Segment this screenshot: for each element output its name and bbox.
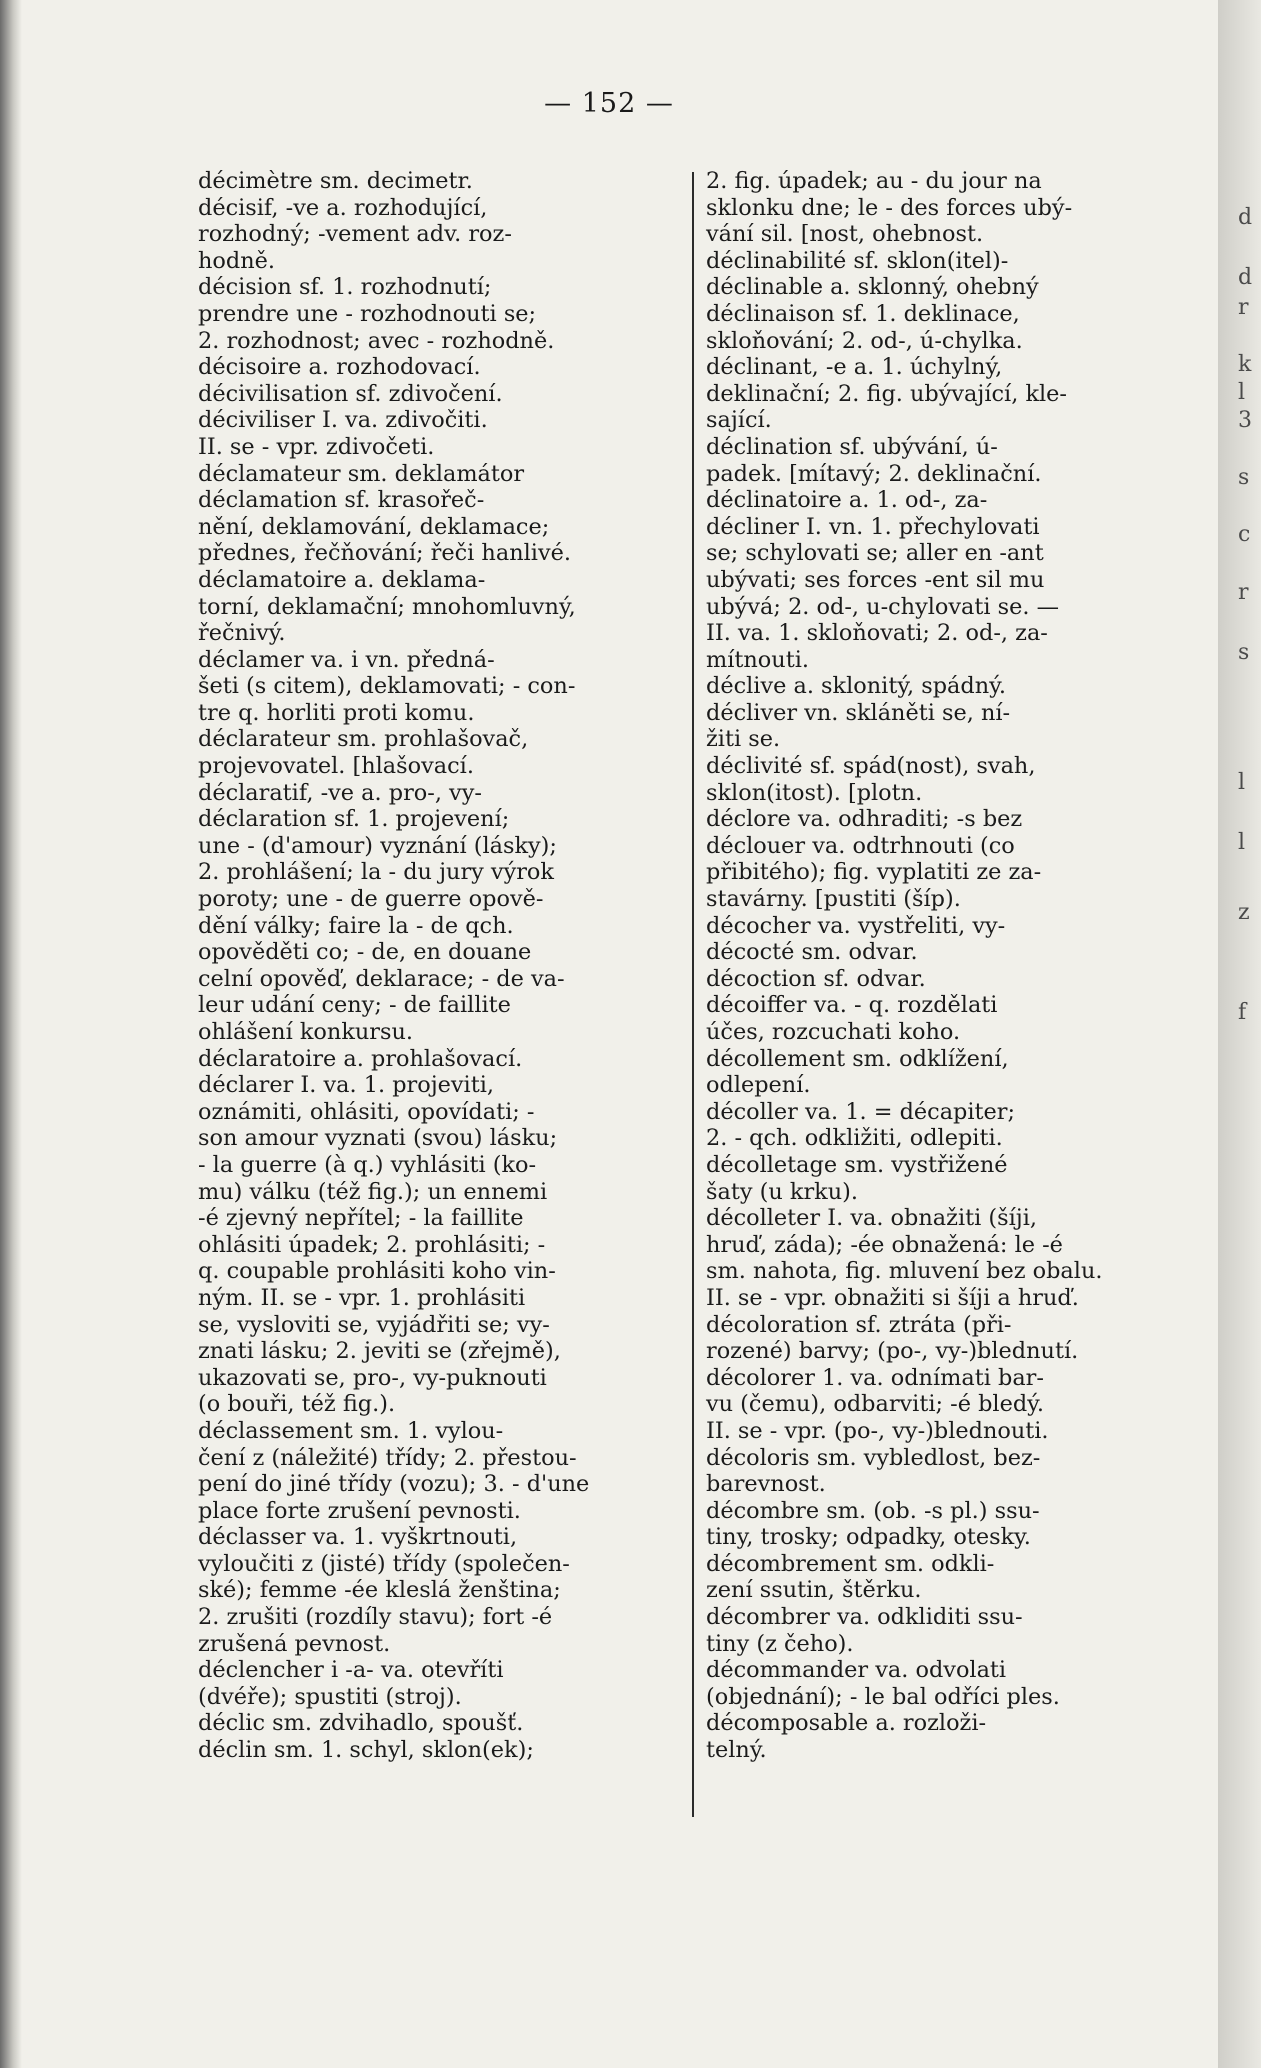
entry-line: décomposable a. rozloži- <box>706 1710 987 1737</box>
entry-line: sající. <box>706 407 772 434</box>
entry-line: décombre sm. (ob. -s pl.) ssu- <box>706 1497 1040 1524</box>
entry-line: déclore va. odhraditi; -s bez <box>706 806 1023 833</box>
entry-line: skloňování; 2. od-, ú-chylka. <box>706 327 1023 354</box>
entry-line: déclinabilité sf. sklon(itel)- <box>706 247 1009 274</box>
entry-line: décoction sf. odvar. <box>706 965 926 992</box>
adjacent-page-letter: r <box>1238 295 1249 320</box>
adjacent-page-letter: d <box>1238 265 1253 290</box>
entry-line: décoiffer va. - q. rozdělati <box>706 992 998 1019</box>
entry-line: déclaratoire a. prohlašovací. <box>198 1045 523 1072</box>
entry-line: padek. [mítavý; 2. deklinační. <box>706 460 1042 487</box>
entry-line: se; schylovati se; aller en -ant <box>706 540 1044 567</box>
entry-line: déclin sm. 1. schyl, sklon(ek); <box>198 1737 534 1764</box>
entry-line: 2. - qch. odkližiti, odlepiti. <box>706 1125 1003 1152</box>
entry-line: rozené) barvy; (po-, vy-)blednutí. <box>706 1338 1079 1365</box>
entry-line: -é zjevný nepřítel; - la faillite <box>198 1205 524 1232</box>
entry-line: nění, deklamování, deklamace; <box>198 513 550 540</box>
entry-line: deklinační; 2. fig. ubývající, kle- <box>706 380 1067 407</box>
entry-line: zení ssutin, štěrku. <box>706 1577 922 1604</box>
entry-line: hruď, záda); -ée obnažená: le -é <box>706 1231 1063 1258</box>
entry-line: II. se - vpr. obnažiti si šíji a hruď. <box>706 1284 1079 1311</box>
entry-line: se, vysloviti se, vyjádřiti se; vy- <box>198 1311 550 1338</box>
entry-line: décliver vn. skláněti se, ní- <box>706 699 1011 726</box>
entry-line: celní opověď, deklarace; - de va- <box>198 965 565 992</box>
entry-line: déclic sm. zdvihadlo, spoušť. <box>198 1710 524 1737</box>
entry-line: šeti (s citem), deklamovati; - con- <box>198 673 576 700</box>
entry-line: déclasser va. 1. vyškrtnouti, <box>198 1524 518 1551</box>
entry-line: décommander va. odvolati <box>706 1657 1007 1684</box>
entry-line: prendre une - rozhodnouti se; <box>198 300 537 327</box>
entry-line: rozhodný; -vement adv. roz- <box>198 221 512 248</box>
entry-line: šaty (u krku). <box>706 1178 858 1205</box>
adjacent-page-letter: l <box>1238 380 1246 405</box>
entry-line: déclassement sm. 1. vylou- <box>198 1417 504 1444</box>
adjacent-page-letter: c <box>1238 522 1251 547</box>
entry-line: II. se - vpr. (po-, vy-)blednouti. <box>706 1417 1049 1444</box>
entry-line: décolorer 1. va. odnímati bar- <box>706 1364 1044 1391</box>
entry-line: décocté sm. odvar. <box>706 939 918 966</box>
entry-line: 2. fig. úpadek; au - du jour na <box>706 168 1042 194</box>
entry-line: place forte zrušení pevnosti. <box>198 1497 521 1524</box>
entry-line: déclinant, -e a. 1. úchylný, <box>706 354 1003 381</box>
entry-line: poroty; une - de guerre opově- <box>198 886 544 913</box>
entry-line: mítnouti. <box>706 646 809 673</box>
adjacent-page-letter: z <box>1238 900 1250 925</box>
entry-line: - la guerre (à q.) vyhlásiti (ko- <box>198 1151 537 1178</box>
entry-line: déclinaison sf. 1. deklinace, <box>706 300 1020 327</box>
entry-line: sm. nahota, fig. mluvení bez obalu. <box>706 1258 1103 1285</box>
entry-line: décoloris sm. vybledlost, bez- <box>706 1444 1041 1471</box>
entry-line: stavárny. [pustiti (šíp). <box>706 886 961 913</box>
entry-line: žiti se. <box>706 726 781 753</box>
left-column <box>198 168 682 1764</box>
entry-line: ukazovati se, pro-, vy-puknouti <box>198 1364 547 1391</box>
adjacent-page-letter: l <box>1238 830 1246 855</box>
entry-line: déclarer I. va. 1. projeviti, <box>198 1072 494 1099</box>
entry-line: mu) válku (též fig.); un ennemi <box>198 1178 548 1205</box>
entry-line: II. va. 1. skloňovati; 2. od-, za- <box>706 620 1048 647</box>
entry-line: přednes, řečňování; řeči hanlivé. <box>198 540 571 567</box>
entry-line: déclencher i -a- va. otevříti <box>198 1657 504 1684</box>
entry-line: čení z (náležité) třídy; 2. přestou- <box>198 1444 577 1471</box>
entry-line: II. se - vpr. zdivočeti. <box>198 433 435 460</box>
entry-line: q. coupable prohlásiti koho vin- <box>198 1258 556 1285</box>
entry-line: son amour vyznati (svou) lásku; <box>198 1125 558 1152</box>
entry-line: tiny (z čeho). <box>706 1630 854 1657</box>
entry-line: déciviliser I. va. zdivočiti. <box>198 407 488 434</box>
entry-line: ohlásiti úpadek; 2. prohlásiti; - <box>198 1231 546 1258</box>
entry-line: décolletage sm. vystřižené <box>706 1151 1008 1178</box>
entry-line: décombrement sm. odkli- <box>706 1550 995 1577</box>
entry-line: barevnost. <box>706 1471 826 1498</box>
entry-line: leur udání ceny; - de faillite <box>198 992 511 1019</box>
entry-line: 2. prohlášení; la - du jury výrok <box>198 859 554 886</box>
column-divider <box>692 172 694 1817</box>
entry-line: décivilisation sf. zdivočení. <box>198 380 503 407</box>
entry-line: décocher va. vystřeliti, vy- <box>706 912 1006 939</box>
entry-line: décimètre sm. decimetr. <box>198 168 473 194</box>
adjacent-page-letter: s <box>1238 465 1250 490</box>
entry-line: účes, rozcuchati koho. <box>706 1019 961 1045</box>
entry-line: tiny, trosky; odpadky, otesky. <box>706 1524 1031 1551</box>
entry-line: oznámiti, ohlásiti, opovídati; - <box>198 1098 535 1125</box>
entry-line: déclive a. sklonitý, spádný. <box>706 673 1006 700</box>
entry-line: déclarateur sm. prohlašovač, <box>198 726 529 753</box>
adjacent-page-letter: r <box>1238 580 1249 605</box>
adjacent-page-letter: d <box>1238 205 1253 230</box>
entry-line: déclinable a. sklonný, ohebný <box>706 274 1039 301</box>
entry-line: décolleter I. va. obnažiti (šíji, <box>706 1205 1037 1232</box>
entry-line: décisoire a. rozhodovací. <box>198 354 481 381</box>
entry-line: pení do jiné třídy (vozu); 3. - d'une <box>198 1471 590 1498</box>
entry-line: dění války; faire la - de qch. <box>198 912 514 939</box>
entry-line: 2. rozhodnost; avec - rozhodně. <box>198 327 555 354</box>
entry-line: déclamation sf. krasořeč- <box>198 487 485 514</box>
entry-line: vyloučiti z (jisté) třídy (společen- <box>198 1550 570 1577</box>
entry-line: déclivité sf. spád(nost), svah, <box>706 753 1036 780</box>
adjacent-page-letter: s <box>1238 640 1250 665</box>
entry-line: znati lásku; 2. jeviti se (zřejmě), <box>198 1338 561 1365</box>
entry-line: déclination sf. ubývání, ú- <box>706 433 998 460</box>
entry-line: ubývá; 2. od-, u-chylovati se. — <box>706 593 1060 620</box>
entry-line: déclaration sf. 1. projevení; <box>198 806 510 833</box>
entry-line: une - (d'amour) vyznání (lásky); <box>198 832 557 859</box>
entry-line: telný. <box>706 1737 767 1764</box>
entry-line: (objednání); - le bal odříci ples. <box>706 1683 1060 1710</box>
entry-line: décollement sm. odklížení, <box>706 1045 1009 1072</box>
entry-line: hodně. <box>198 247 276 274</box>
entry-line: projevovatel. [hlašovací. <box>198 753 474 780</box>
adjacent-page-edge <box>1218 0 1261 2068</box>
entry-line: ným. II. se - vpr. 1. prohlásiti <box>198 1284 526 1311</box>
entry-line: přibitého); fig. vyplatiti ze za- <box>706 859 1042 886</box>
adjacent-page-letter: k <box>1238 352 1252 377</box>
entry-line: odlepení. <box>706 1072 811 1099</box>
entry-line: déclinatoire a. 1. od-, za- <box>706 487 988 514</box>
entry-line: opověděti co; - de, en douane <box>198 939 532 966</box>
entry-line: 2. zrušiti (rozdíly stavu); fort -é <box>198 1604 553 1631</box>
entry-line: ohlášení konkursu. <box>198 1019 414 1045</box>
entry-line: décision sf. 1. rozhodnutí; <box>198 274 492 301</box>
entry-line: zrušená pevnost. <box>198 1630 391 1657</box>
entry-line: déclamateur sm. deklamátor <box>198 460 525 487</box>
entry-line: (dvéře); spustiti (stroj). <box>198 1683 462 1710</box>
entry-line: déclaratif, -ve a. pro-, vy- <box>198 779 482 806</box>
entry-line: (o bouři, též fig.). <box>198 1391 396 1418</box>
entry-line: vání sil. [nost, ohebnost. <box>706 221 984 248</box>
entry-line: sklon(itost). [plotn. <box>706 779 923 806</box>
entry-line: déclamatoire a. deklama- <box>198 566 486 593</box>
entry-line: ubývati; ses forces -ent sil mu <box>706 566 1045 593</box>
page-number: — 152 — <box>544 88 674 119</box>
entry-line: déclamer va. i vn. předná- <box>198 646 495 673</box>
entry-line: décombrer va. odkliditi ssu- <box>706 1604 1023 1631</box>
entry-line: décisif, -ve a. rozhodující, <box>198 194 488 221</box>
entry-line: sklonku dne; le - des forces ubý- <box>706 194 1073 221</box>
entry-line: décliner I. vn. 1. přechylovati <box>706 513 1040 540</box>
entry-line: řečnivý. <box>198 620 286 647</box>
entry-line: décoloration sf. ztráta (při- <box>706 1311 1012 1338</box>
page-gutter-shadow <box>0 0 22 2068</box>
right-column <box>706 168 1184 1764</box>
entry-line: vu (čemu), odbarviti; -é bledý. <box>706 1391 1044 1418</box>
entry-line: décoller va. 1. = décapiter; <box>706 1098 1016 1125</box>
entry-line: déclouer va. odtrhnouti (co <box>706 832 1015 859</box>
adjacent-page-letter: l <box>1238 770 1246 795</box>
adjacent-page-letter: 3 <box>1238 408 1252 433</box>
adjacent-page-letter: f <box>1238 1000 1247 1025</box>
entry-line: ské); femme -ée kleslá ženština; <box>198 1577 561 1604</box>
entry-line: torní, deklamační; mnohomluvný, <box>198 593 576 620</box>
entry-line: tre q. horliti proti komu. <box>198 699 475 726</box>
